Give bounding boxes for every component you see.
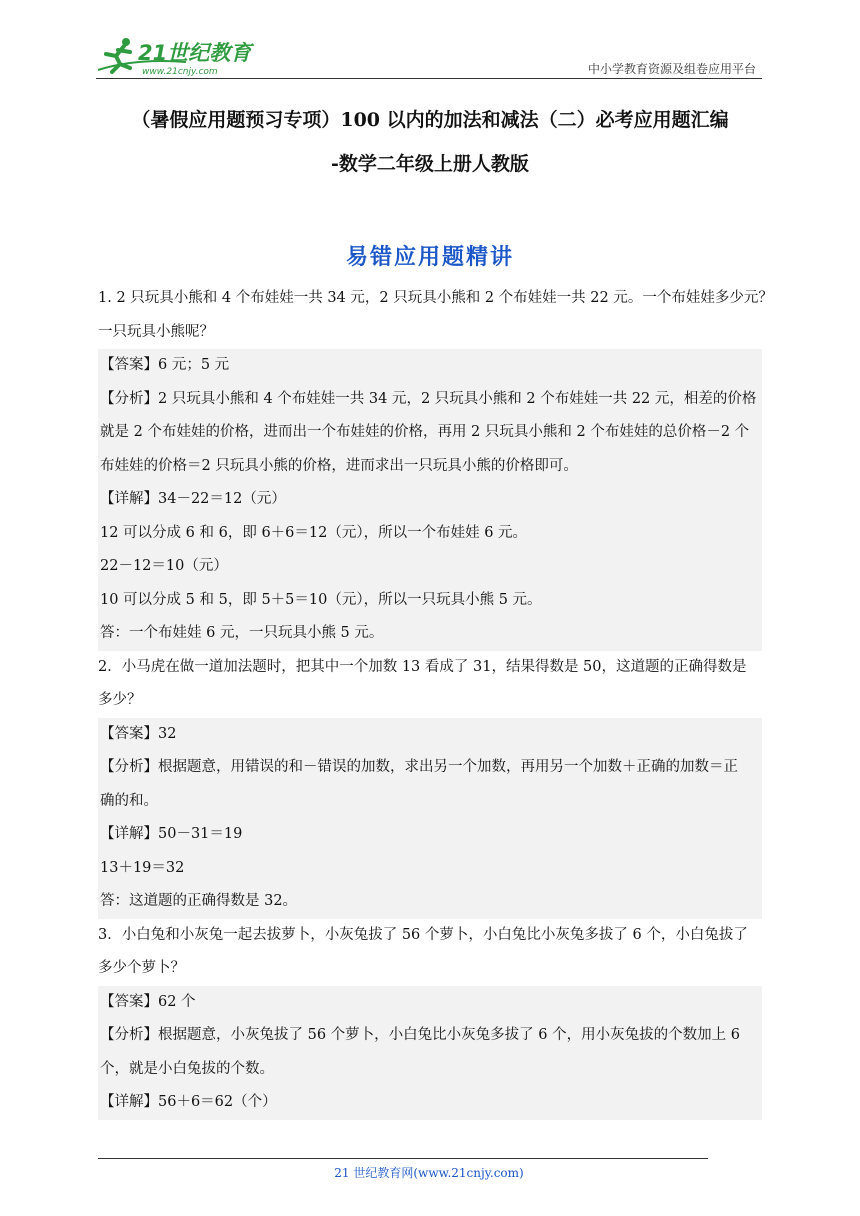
logo-21cnjy <box>96 34 266 80</box>
logo-url: www.21cnjy.com <box>142 67 218 77</box>
problem-2 <box>98 651 762 919</box>
header-divider <box>96 78 762 79</box>
section-heading: 易错应用题精讲 <box>345 244 514 270</box>
footer-link[interactable]: 21 世纪教育网(www.21cnjy.com) <box>334 1166 524 1180</box>
detail-line: 【详解】34－22＝12（元） <box>100 491 286 507</box>
answer-line: 【答案】32 <box>100 725 177 742</box>
analysis-line: 个，就是小白兔拔的个数。 <box>100 1060 274 1077</box>
document-title-line1: （暑假应用题预习专项）100 以内的加法和减法（二）必考应用题汇编 <box>131 109 729 131</box>
detail-line: 答：这道题的正确得数是 32。 <box>100 893 298 909</box>
analysis-line: 【分析】根据题意，用错误的和－错误的加数，求出另一个加数，再用另一个加数＋正确的加数＝正 <box>100 759 738 775</box>
problem-3 <box>98 919 762 1120</box>
problem-list <box>98 282 773 1120</box>
detail-line: 【详解】50－31＝19 <box>100 826 243 842</box>
detail-line: 12 可以分成 6 和 6，即 6＋6＝12（元），所以一个布娃娃 6 元。 <box>100 524 528 541</box>
solution-block <box>98 349 762 651</box>
page-header <box>96 34 762 80</box>
question-line: 2．小马虎在做一道加法题时，把其中一个加数 13 看成了 31，结果得数是 50，这道题的正确得数是 <box>98 658 747 675</box>
question-line: 一只玩具小熊呢？ <box>98 323 214 340</box>
detail-line: 答：一个布娃娃 6 元，一只玩具小熊 5 元。 <box>100 625 384 641</box>
solution-block <box>98 718 762 919</box>
detail-line: 13＋19＝32 <box>100 859 185 876</box>
question-line: 多少个萝卜？ <box>98 960 185 976</box>
problem-1 <box>98 282 773 651</box>
detail-line: 22－12＝10（元） <box>100 558 228 574</box>
logo-text: 21世纪教育 <box>138 41 252 65</box>
document-title-line2: -数学二年级上册人教版 <box>331 153 529 175</box>
analysis-line: 布娃娃的价格＝2 只玩具小熊的价格，进而求出一只玩具小熊的价格即可。 <box>100 457 578 474</box>
question-line: 多少？ <box>98 692 142 708</box>
footer-divider <box>98 1158 708 1159</box>
analysis-line: 就是 2 个布娃娃的价格，进而出一个布娃娃的价格，再用 2 只玩具小熊和 2 个布娃娃的总价格－2 个 <box>100 424 750 440</box>
analysis-line: 【分析】根据题意，小灰兔拔了 56 个萝卜，小白兔比小灰兔多拔了 6 个，用小灰兔拔的个数加上 6 <box>100 1027 740 1043</box>
answer-line: 【答案】62 个 <box>100 993 196 1010</box>
detail-line: 【详解】56＋6＝62（个） <box>100 1094 277 1110</box>
solution-block <box>98 986 762 1120</box>
analysis-line: 【分析】2 只玩具小熊和 4 个布娃娃一共 34 元，2 只玩具小熊和 2 个布娃娃一共 22 元，相差的价格 <box>100 390 757 407</box>
platform-tagline: 中小学教育资源及组卷应用平台 <box>587 62 756 76</box>
question-line: 1. 2 只玩具小熊和 4 个布娃娃一共 34 元，2 只玩具小熊和 2 个布娃娃一共 22 元。一个布娃娃多少元？ <box>98 290 773 306</box>
answer-line: 【答案】6 元；5 元 <box>100 357 230 373</box>
detail-line: 10 可以分成 5 和 5，即 5＋5＝10（元），所以一只玩具小熊 5 元。 <box>100 591 542 608</box>
analysis-line: 确的和。 <box>100 792 158 809</box>
question-line: 3．小白兔和小灰兔一起去拔萝卜，小灰兔拔了 56 个萝卜，小白兔比小灰兔多拔了 6 个，小白兔拔了 <box>98 926 748 943</box>
